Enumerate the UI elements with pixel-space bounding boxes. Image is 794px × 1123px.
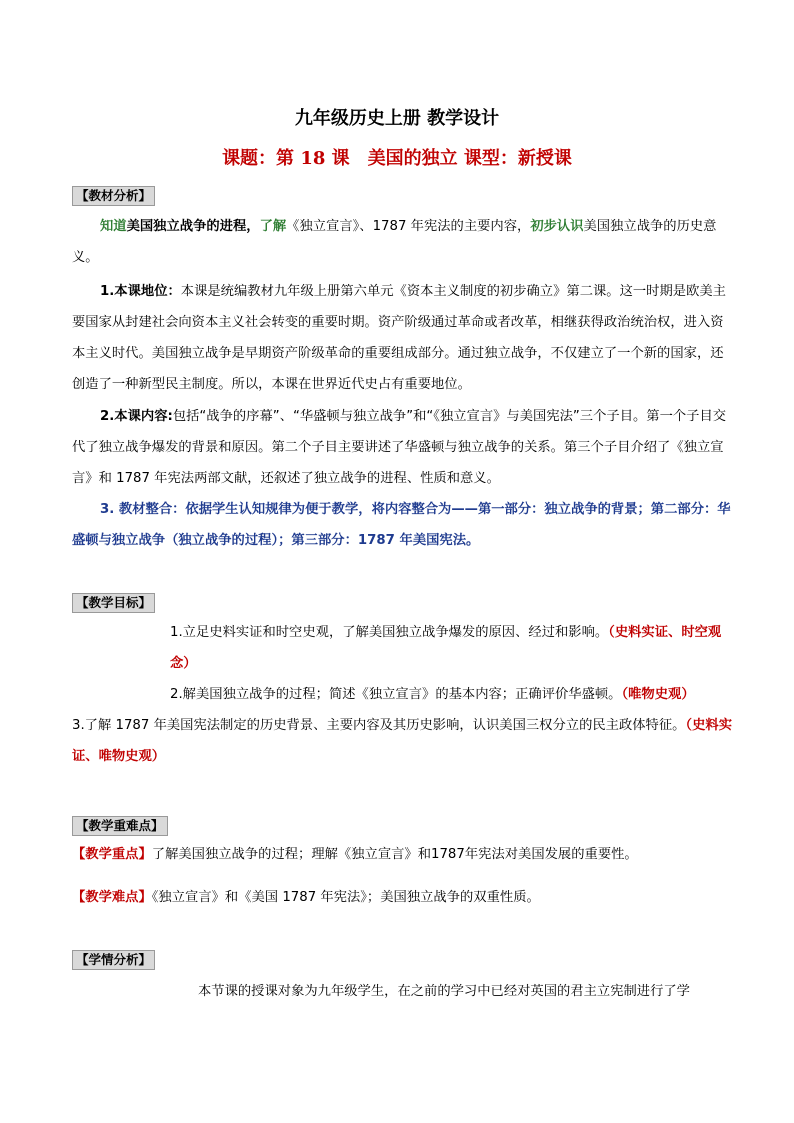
- goal-1-text: 1.立足史料实证和时空史观，了解美国独立战争爆发的原因、经过和影响。: [170, 625, 609, 640]
- teaching-difficulty-label: 【教学难点】: [72, 890, 152, 905]
- section-tag-teaching-goals: 【教学目标】: [72, 593, 155, 613]
- teaching-focus-line: [72, 839, 732, 870]
- teaching-focus-label: 【教学重点】: [72, 847, 152, 862]
- intro-keyword-recognize: 初步认识: [530, 219, 584, 234]
- textbook-intro-paragraph: [72, 211, 732, 273]
- intro-text-1: 美国独立战争的进程，: [126, 219, 260, 234]
- lesson-position-label: 1.本课地位：: [100, 284, 181, 299]
- intro-keyword-know: 知道: [100, 219, 127, 234]
- lesson-content-paragraph: [72, 401, 732, 494]
- goal-2-text: 2.解美国独立战争的过程；简述《独立宣言》的基本内容；正确评价华盛顿。: [170, 687, 622, 702]
- lesson-position-paragraph: [72, 276, 732, 400]
- intro-keyword-understand: 了解: [259, 219, 287, 234]
- section-tag-textbook-analysis: 【教材分析】: [72, 186, 155, 206]
- page-title: 九年级历史上册 教学设计: [294, 108, 500, 129]
- goal-2-note: （唯物史观）: [621, 687, 695, 702]
- goal-2: [170, 679, 730, 710]
- lesson-content-label: 2.本课内容:: [100, 409, 173, 424]
- section-tag-key-points: 【教学重难点】: [72, 816, 168, 836]
- intro-text-3: 美国独立战争的历史意义。: [72, 219, 717, 265]
- textbook-integration-paragraph: 3. 教材整合：依据学生认知规律为便于教学，将内容整合为——第一部分：独立战争的背景；第二部分：华盛顿与独立战争（独立战争的过程）；第三部分：1787 年美国宪法。: [72, 502, 731, 548]
- goal-1-note-b: 时空观念）: [170, 625, 722, 671]
- goal-3-text: 3.了解 1787 年美国宪法制定的历史背景、主要内容及其历史影响，认识美国三权分立的民主政体特征。: [72, 718, 686, 733]
- goal-1: [170, 617, 730, 679]
- goal-3-note: （史料实证、唯物史观）: [72, 718, 732, 764]
- intro-text-2: 《独立宣言》、1787 年宪法的主要内容，: [286, 219, 531, 234]
- teaching-difficulty-text: 《独立宣言》和《美国 1787 年宪法》；美国独立战争的双重性质。: [151, 890, 540, 905]
- lesson-position-text: 本课是统编教材九年级上册第六单元《资本主义制度的初步确立》第二课。这一时期是欧美主要国家从封建社会向资本主义社会转变的重要时期。资产阶级通过革命或者改革，相继获得政治统治权，进入资本主义时代。美国独立战争是早期资产阶级革命的重要组成部分。通过独立战争，不仅建立了一个新的国家，还创造了一种新型民主制度。所以，本课在世界近代史占有重要地位。: [72, 284, 726, 392]
- lesson-content-text: 包括“战争的序幕”、“华盛顿与独立战争”和“《独立宣言》与美国宪法”三个子目。第一个子目交代了独立战争爆发的背景和原因。第二个子目主要讲述了华盛顿与独立战争的关系。第三个子目介绍了《独立宣言》和 1787 年宪法两部文献，还叙述了独立战争的进程、性质和意义。: [72, 409, 727, 486]
- teaching-difficulty-line: [72, 882, 732, 913]
- section-tag-student-analysis: 【学情分析】: [72, 950, 155, 970]
- student-analysis-paragraph: 本节课的授课对象为九年级学生，在之前的学习中已经对英国的君主立宪制进行了学: [198, 984, 690, 999]
- goal-1-note-a: （史料实证、: [608, 625, 682, 640]
- lesson-subtitle: 课题：第 18 课 美国的独立 课型：新授课: [222, 148, 572, 169]
- teaching-focus-text: 了解美国独立战争的过程；理解《独立宣言》和1787年宪法对美国发展的重要性。: [151, 847, 638, 862]
- goal-3: [72, 710, 732, 772]
